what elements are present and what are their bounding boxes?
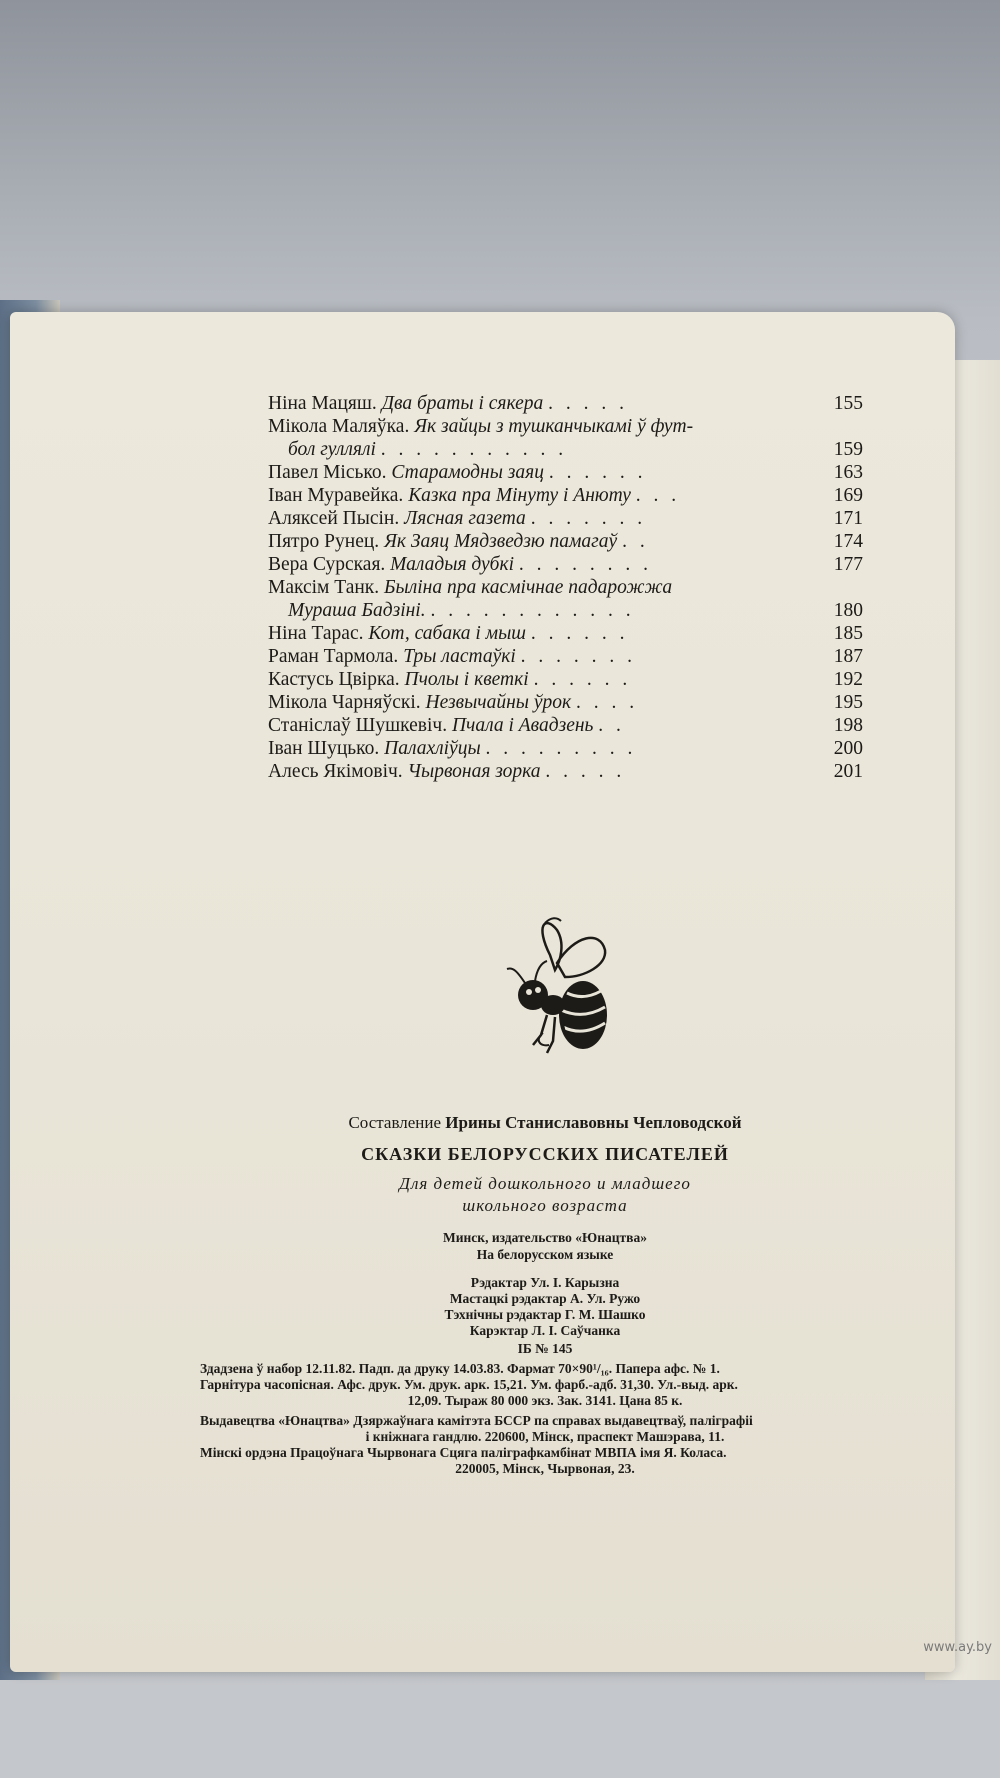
colophon xyxy=(200,1112,890,1477)
toc-leader-dots: . . . . . . . . . . . xyxy=(380,439,568,460)
toc-entry xyxy=(268,484,863,507)
toc-leader-dots: . . . . . . xyxy=(530,623,629,644)
toc-title: Старамодны заяц xyxy=(391,462,544,483)
toc-leader-dots: . . . . . . . . xyxy=(518,554,652,575)
book-title: СКАЗКИ БЕЛОРУССКИХ ПИСАТЕЛЕЙ xyxy=(361,1144,729,1164)
table-of-contents xyxy=(268,392,863,783)
toc-author: Станіслаў Шушкевіч. xyxy=(268,715,448,736)
toc-author: Мікола Маляўка. xyxy=(268,416,410,437)
toc-entry xyxy=(268,599,863,622)
toc-page-number: 163 xyxy=(833,462,863,483)
toc-page-number: 187 xyxy=(833,646,863,667)
toc-author: Ніна Мацяш. xyxy=(268,393,377,414)
print-info-1: Здадзена ў набор 12.11.82. Падп. да друку 14.03.83. Фармат 70×90¹/₁₆. Папера афс. № 1. xyxy=(200,1361,720,1376)
publisher-info-4: 220005, Мінск, Чырвоная, 23. xyxy=(455,1461,635,1476)
toc-title: Пчолы і кветкі xyxy=(404,669,529,690)
toc-author: Іван Шуцько. xyxy=(268,738,380,759)
publisher-line: Минск, издательство «Юнацтва» xyxy=(443,1230,647,1245)
toc-leader-dots: . . . . xyxy=(576,692,639,713)
toc-entry xyxy=(268,507,863,530)
toc-entry xyxy=(268,438,863,461)
editor-line: Рэдактар Ул. І. Карызна xyxy=(470,1275,620,1290)
toc-leader-dots: . . . . . . . xyxy=(520,646,637,667)
toc-leader-dots: . . . . . xyxy=(548,393,629,414)
toc-title: Лясная газета xyxy=(404,508,526,529)
toc-entry xyxy=(268,553,863,576)
toc-author: Кастусь Цвірка. xyxy=(268,669,400,690)
toc-title: Чырвоная зорка xyxy=(407,761,541,782)
print-info-2: Гарнітура часопісная. Афс. друк. Ум. друк. арк. 15,21. Ум. фарб.-адб. 31,30. Ул.-выд. арк. xyxy=(200,1377,738,1392)
toc-author: Пятро Рунец. xyxy=(268,531,380,552)
toc-entry xyxy=(268,622,863,645)
toc-page-number: 198 xyxy=(833,715,863,736)
toc-page-number: 200 xyxy=(833,738,863,759)
toc-page-number: 171 xyxy=(833,508,863,529)
toc-entry xyxy=(268,691,863,714)
toc-author: Максім Танк. xyxy=(268,577,380,598)
bee-icon xyxy=(495,915,625,1070)
toc-leader-dots: . . xyxy=(598,715,625,736)
toc-leader-dots: . . xyxy=(622,531,649,552)
toc-entry xyxy=(268,576,863,599)
toc-entry xyxy=(268,668,863,691)
toc-entry xyxy=(268,714,863,737)
compiler-line xyxy=(200,1112,890,1134)
toc-page-number: 180 xyxy=(833,600,863,621)
toc-title: Як Заяц Мядзведзю памагаў xyxy=(384,531,618,552)
toc-title: бол гуллялі xyxy=(288,439,376,460)
toc-page-number: 201 xyxy=(833,761,863,782)
publisher-info-3: Мінскі ордэна Працоўнага Чырвонага Сцяга паліграфкамбінат МВПА імя Я. Коласа. xyxy=(200,1445,727,1460)
proofreader-line: Карэктар Л. І. Саўчанка xyxy=(469,1323,621,1338)
toc-author: Алесь Якімовіч. xyxy=(268,761,403,782)
toc-page-number: 177 xyxy=(833,554,863,575)
toc-leader-dots: . . . . . . . . . xyxy=(485,738,637,759)
toc-author: Іван Муравейка. xyxy=(268,485,404,506)
toc-entry xyxy=(268,760,863,783)
toc-title: Як зайцы з тушканчыкамі ў фут- xyxy=(414,416,694,437)
toc-page-number: 192 xyxy=(833,669,863,690)
toc-leader-dots: . . . . . . . . . . . . xyxy=(430,600,635,621)
toc-entry xyxy=(268,737,863,760)
toc-author: Мікола Чарняўскі. xyxy=(268,692,421,713)
toc-author: Вера Сурская. xyxy=(268,554,386,575)
toc-page-number: 185 xyxy=(833,623,863,644)
toc-leader-dots: . . . . . . xyxy=(548,462,647,483)
toc-page-number: 174 xyxy=(833,531,863,552)
toc-author: Аляксей Пысін. xyxy=(268,508,400,529)
print-info-3: 12,09. Тыраж 80 000 экз. Зак. 3141. Цана 85 к. xyxy=(407,1393,683,1408)
toc-page-number: 155 xyxy=(833,393,863,414)
toc-leader-dots: . . . xyxy=(635,485,681,506)
watermark: www.ay.by xyxy=(923,1640,992,1655)
toc-author: Павел Місько. xyxy=(268,462,387,483)
toc-page-number: 169 xyxy=(833,485,863,506)
toc-title: Кот, сабака і мыш xyxy=(368,623,527,644)
toc-title: Палахліўцы xyxy=(384,738,481,759)
toc-title: Тры ластаўкі xyxy=(403,646,516,667)
toc-title: Казка пра Мінуту і Анюту xyxy=(408,485,631,506)
toc-entry xyxy=(268,415,863,438)
compiler-name: Ирины Станиславовны Чепловодской xyxy=(445,1113,742,1132)
toc-leader-dots: . . . . . . xyxy=(533,669,632,690)
toc-author: Раман Тармола. xyxy=(268,646,399,667)
tech-editor-line: Тэхнічны рэдактар Г. М. Шашко xyxy=(444,1307,646,1322)
toc-entry xyxy=(268,392,863,415)
toc-author: Ніна Тарас. xyxy=(268,623,364,644)
toc-leader-dots: . . . . . xyxy=(545,761,626,782)
subtitle-line-1: Для детей дошкольного и младшего xyxy=(399,1174,691,1193)
publisher-info-1: Выдавецтва «Юнацтва» Дзяржаўнага камітэта БССР па справах выдавецтваў, паліграфіі xyxy=(200,1413,753,1428)
ib-number: ІБ № 145 xyxy=(517,1341,573,1356)
publisher-info-2: і кніжнага гандлю. 220600, Мінск, праспект Машэрава, 11. xyxy=(365,1429,725,1444)
toc-entry xyxy=(268,645,863,668)
language-line: На белорусском языке xyxy=(476,1247,614,1262)
toc-title: Маладыя дубкі xyxy=(390,554,514,575)
toc-title: Мураша Бадзіні. xyxy=(288,600,426,621)
subtitle-line-2: школьного возраста xyxy=(462,1196,628,1215)
toc-title: Два браты і сякера xyxy=(381,393,544,414)
toc-title: Быліна пра касмічнае падарожжа xyxy=(384,577,673,598)
toc-page-number: 159 xyxy=(833,439,863,460)
toc-entry xyxy=(268,461,863,484)
art-editor-line: Мастацкі рэдактар А. Ул. Ружо xyxy=(449,1291,641,1306)
toc-title: Незвычайны ўрок xyxy=(425,692,572,713)
toc-leader-dots: . . . . . . . xyxy=(530,508,647,529)
compiled-label: Составление xyxy=(348,1113,442,1132)
toc-title: Пчала і Авадзень xyxy=(451,715,594,736)
bee-illustration xyxy=(495,915,625,1070)
toc-page-number: 195 xyxy=(833,692,863,713)
toc-entry xyxy=(268,530,863,553)
